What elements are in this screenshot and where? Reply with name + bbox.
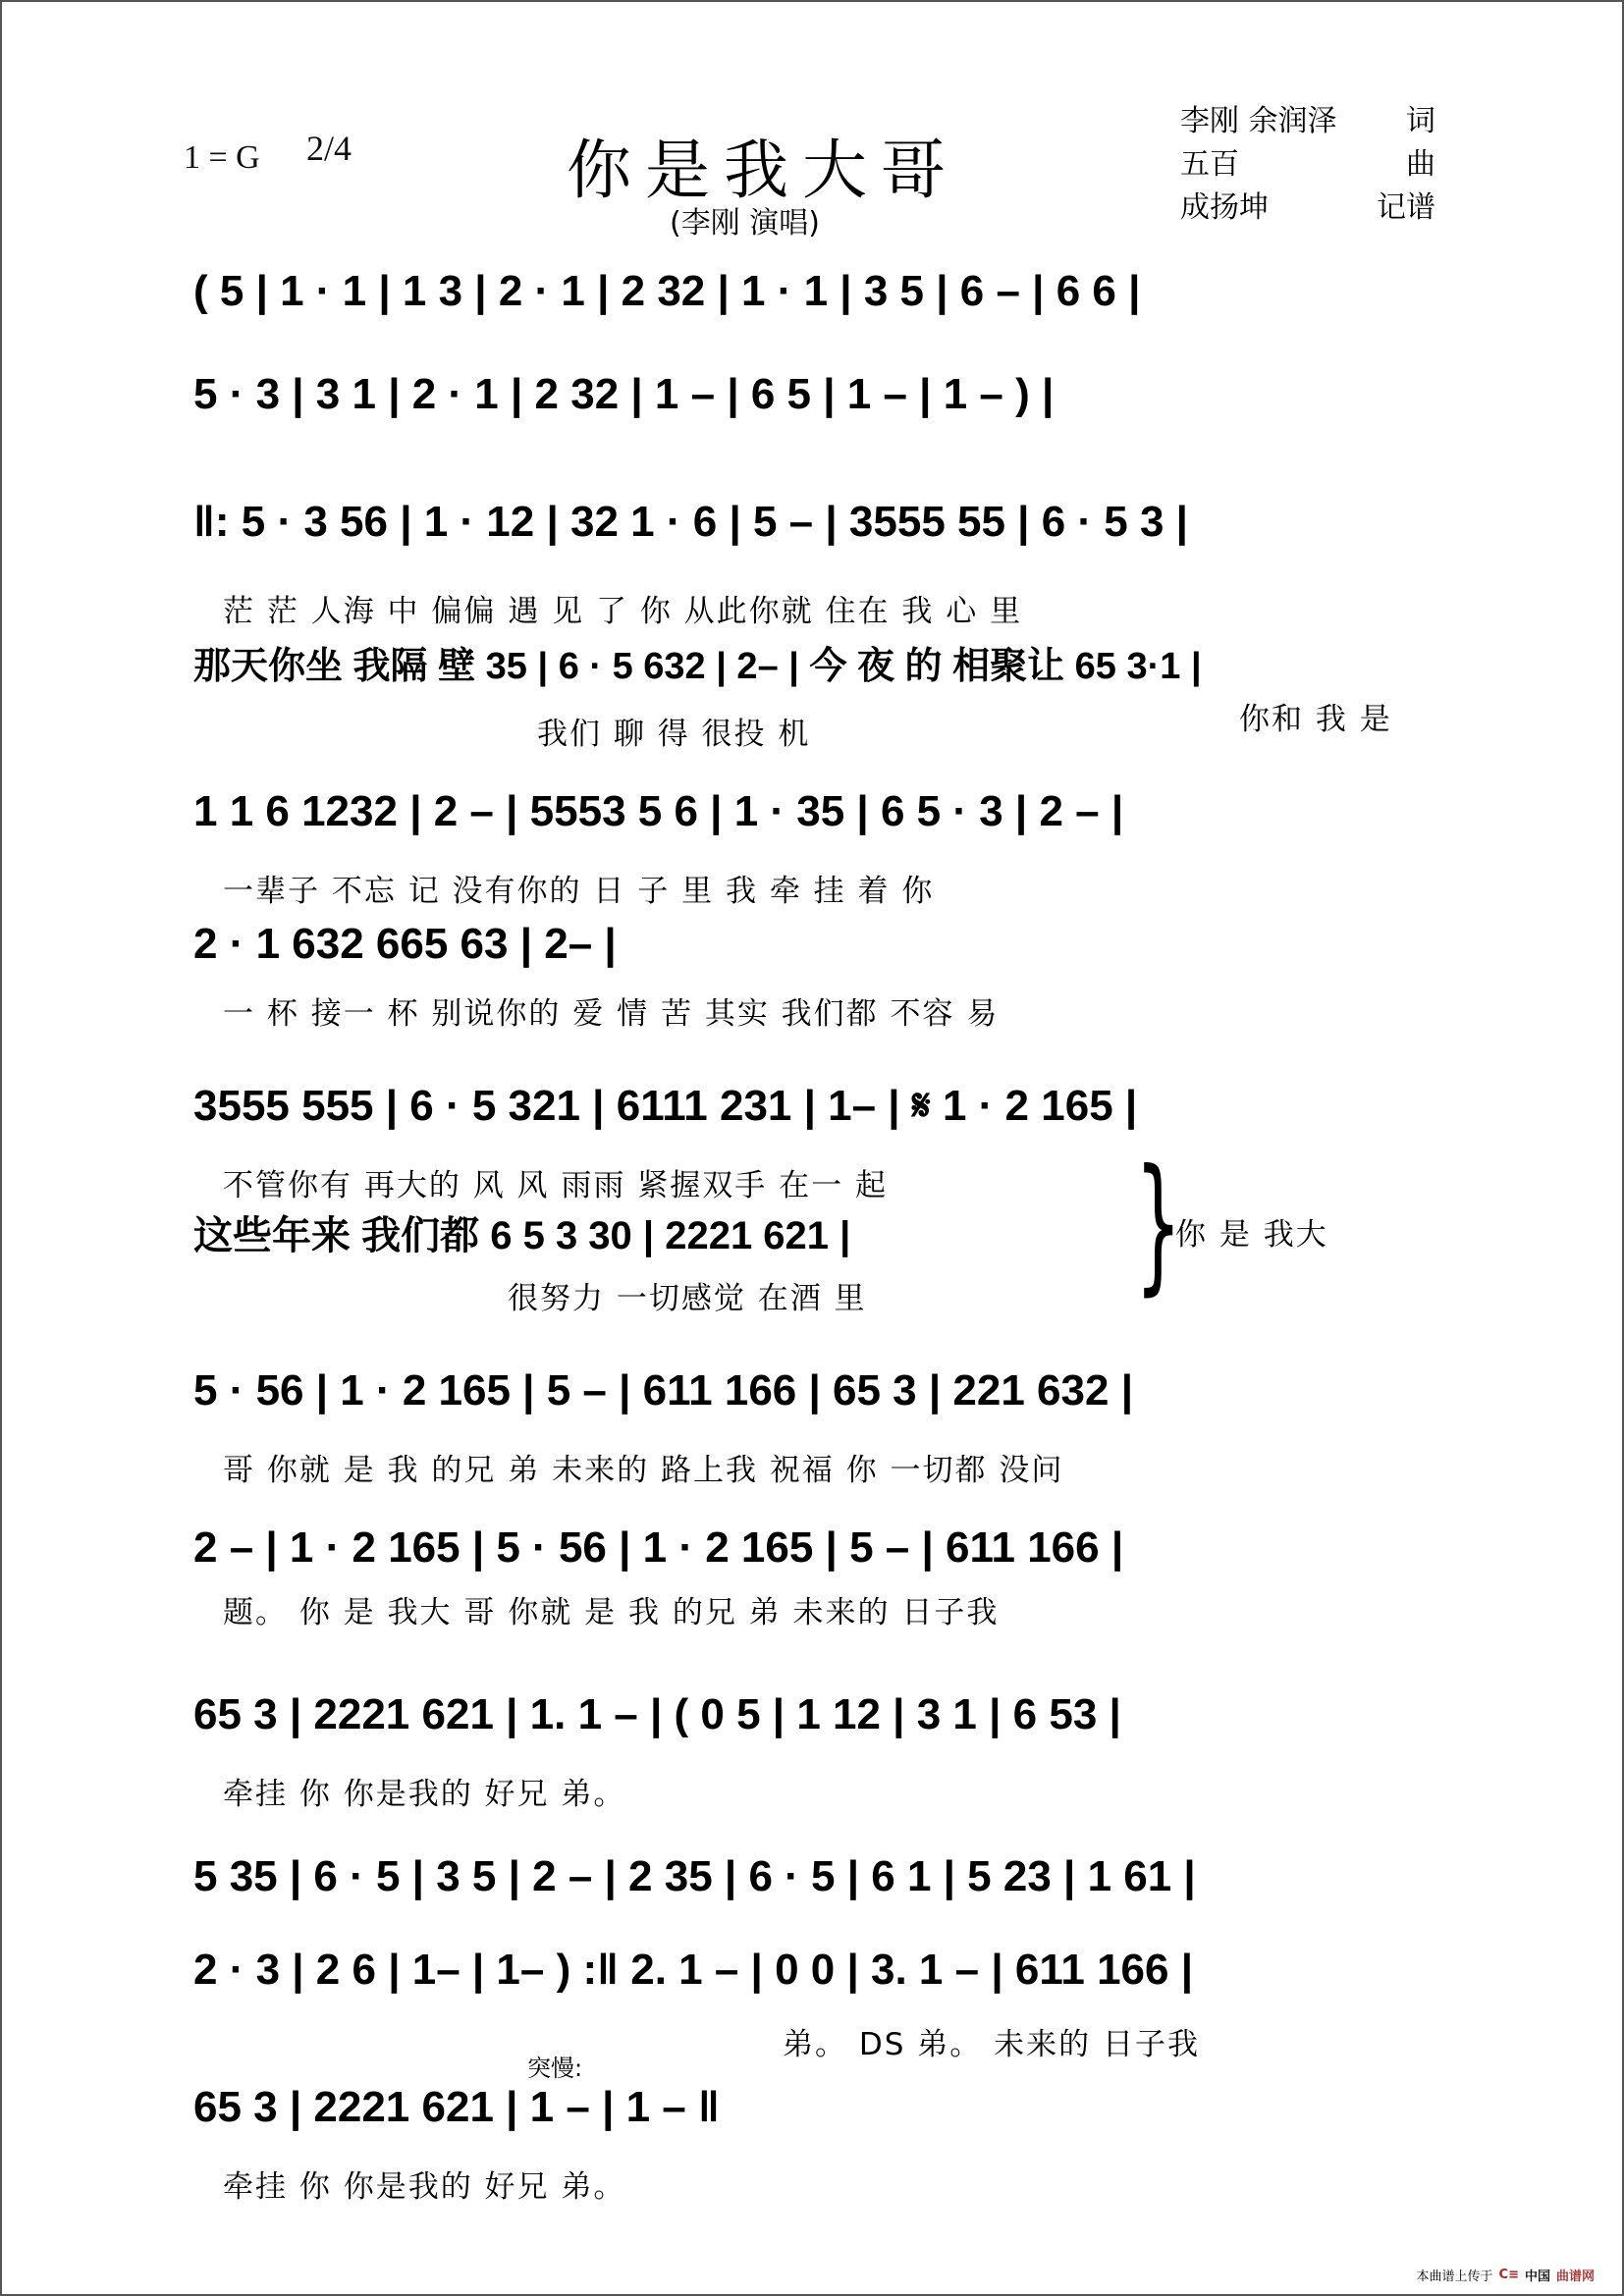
credit-composer bbox=[1180, 143, 1435, 187]
brand-part2: 曲谱网 bbox=[1555, 2269, 1595, 2284]
song-title: 你是我大哥 bbox=[567, 133, 959, 208]
score-line-10: 2 – | 1 · 2 165 | 5 · 56 | 1 · 2 165 | 5 – | 611 166 | bbox=[193, 1523, 1124, 1572]
score-line-4: 那天你坐 我隔 壁 35 | 6 · 5 632 | 2– | 今 夜 的 相聚让 65 3·1 | bbox=[193, 646, 1202, 687]
score-line-14: 65 3 | 2221 621 | 1 – | 1 – ‖ bbox=[193, 2083, 720, 2131]
brand-part1: 中国 bbox=[1524, 2269, 1550, 2284]
lyric-line-9: 哥 你就 是 我 的兄 弟 未来的 路上我 祝福 你 一切都 没问 bbox=[223, 1453, 1064, 1488]
score-line-6: 2 · 1 632 665 63 | 2– | bbox=[193, 920, 617, 968]
footer-text: 本曲谱上传于 bbox=[1416, 2269, 1493, 2284]
score-line-3: ‖: 5 · 3 56 | 1 · 12 | 32 1 · 6 | 5 – | 3555 55 | 6 · 5 3 | bbox=[193, 498, 1188, 546]
lyric-line-5: 一辈子 不忘 记 没有你的 日 子 里 我 牵 挂 着 你 bbox=[223, 874, 935, 909]
score-line-2: 5 · 3 | 3 1 | 2 · 1 | 2 32 | 1 – | 6 5 | 1 – | 1 – ) | bbox=[193, 370, 1055, 418]
lyric-line-10: 题。 你 是 我大 哥 你就 是 我 的兄 弟 未来的 日子我 bbox=[223, 1595, 1000, 1630]
composer-role: 曲 bbox=[1406, 147, 1435, 182]
lyric-line-13: 弟。 DS 弟。 未来的 日子我 bbox=[783, 2027, 1200, 2062]
lyric-line-14: 牵挂 你 你是我的 好兄 弟。 bbox=[223, 2169, 626, 2205]
credit-lyricist bbox=[1180, 100, 1435, 143]
lyric-line-6: 一 杯 接一 杯 别说你的 爱 情 苦 其实 我们都 不容 易 bbox=[223, 996, 1000, 1032]
lyric-line-8b: 你 是 我大 bbox=[1175, 1217, 1328, 1253]
score-line-7: 3555 555 | 6 · 5 321 | 6111 231 | 1– | 𝄋 1 · 2 165 | bbox=[193, 1082, 1138, 1130]
score-line-8: 这些年来 我们都 6 5 3 30 | 2221 621 | bbox=[193, 1214, 851, 1257]
site-logo-icon: C≡ bbox=[1498, 2268, 1519, 2282]
lyric-line-3: 茫 茫 人海 中 偏偏 遇 见 了 你 从此你就 住在 我 心 里 bbox=[223, 594, 1023, 629]
score-line-5: 1 1 6 1232 | 2 – | 5553 5 6 | 1 · 35 | 6 5 · 3 | 2 – | bbox=[193, 787, 1124, 835]
score-line-1: ( 5 | 1 · 1 | 1 3 | 2 · 1 | 2 32 | 1 · 1 | 3 5 | 6 – | 6 6 | bbox=[193, 267, 1141, 315]
tempo-mark: 突慢: bbox=[527, 2055, 583, 2082]
credit-transcriber bbox=[1180, 187, 1435, 230]
lyric-line-11: 牵挂 你 你是我的 好兄 弟。 bbox=[223, 1777, 626, 1812]
lyric-line-8a: 很努力 一切感觉 在酒 里 bbox=[508, 1281, 867, 1316]
score-line-12: 5 35 | 6 · 5 | 3 5 | 2 – | 2 35 | 6 · 5 | 6 1 | 5 23 | 1 61 | bbox=[193, 1852, 1196, 1900]
lyric-line-7: 不管你有 再大的 风 风 雨雨 紧握双手 在一 起 bbox=[223, 1168, 888, 1203]
footer-watermark bbox=[1417, 2266, 1595, 2284]
score-line-11: 65 3 | 2221 621 | 1. 1 – | ( 0 5 | 1 12 | 3 1 | 6 53 | bbox=[193, 1690, 1121, 1738]
transcriber-role: 记谱 bbox=[1377, 190, 1435, 225]
performer-subtitle: (李刚 演唱) bbox=[670, 206, 820, 240]
brace: } bbox=[1134, 1139, 1182, 1309]
lyric-line-4a: 我们 聊 得 很投 机 bbox=[537, 717, 811, 752]
lyricist-role: 词 bbox=[1406, 104, 1435, 138]
transcriber-name: 成扬坤 bbox=[1180, 190, 1269, 225]
composer-name: 五百 bbox=[1180, 147, 1239, 182]
credits bbox=[1180, 100, 1435, 230]
time-signature: 2/4 bbox=[306, 129, 352, 168]
score-line-13: 2 · 3 | 2 6 | 1– | 1– ) :‖ 2. 1 – | 0 0 | 3. 1 – | 611 166 | bbox=[193, 1946, 1194, 1994]
score-line-9: 5 · 56 | 1 · 2 165 | 5 – | 611 166 | 65 3 | 221 632 | bbox=[193, 1366, 1133, 1415]
lyricist-name: 李刚 余润泽 bbox=[1180, 104, 1337, 138]
lyric-line-4b: 你和 我 是 bbox=[1239, 702, 1392, 737]
key-signature: 1 = G bbox=[184, 139, 260, 176]
